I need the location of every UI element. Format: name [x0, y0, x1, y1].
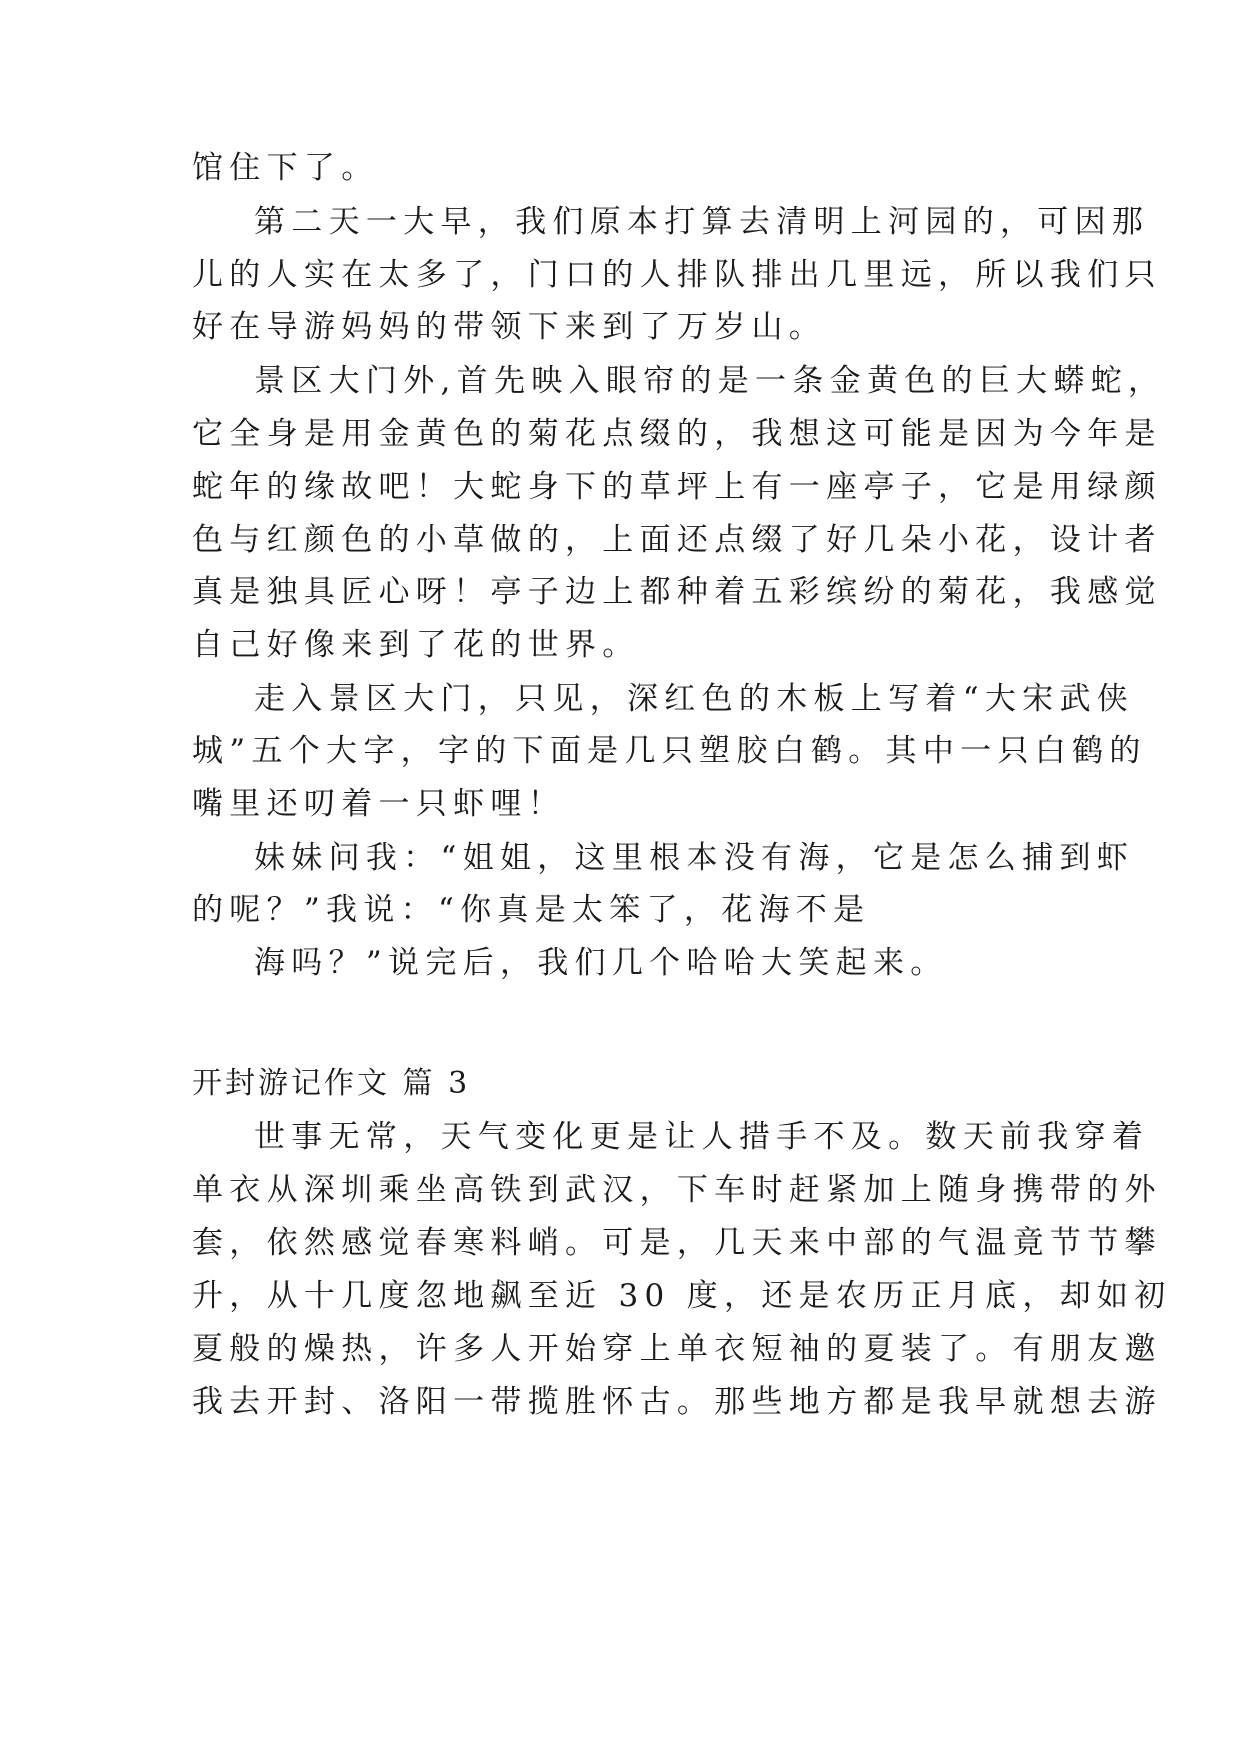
text-line: 我去开封、洛阳一带揽胜怀古。那些地方都是我早就想去游 [192, 1384, 1162, 1420]
text-line: 色与红颜色的小草做的，上面还点缀了好几朵小花，设计者 [192, 522, 1162, 558]
text-line: 城”五个大字，字的下面是几只塑胶白鹤。其中一只白鹤的 [192, 733, 1147, 769]
paragraph-first-line: 妹妹问我：“姐姐，这里根本没有海，它是怎么捕到虾 [254, 840, 1135, 876]
paragraph-first-line: 海吗？”说完后，我们几个哈哈大笑起来。 [254, 945, 948, 981]
paragraph-first-line: 第二天一大早，我们原本打算去清明上河园的，可因那 [254, 204, 1150, 240]
text-line: 它全身是用金黄色的菊花点缀的，我想这可能是因为今年是 [192, 416, 1162, 452]
text-line: 嘴里还叨着一只虾哩！ [192, 786, 565, 822]
paragraph-first-line: 走入景区大门，只见，深红色的木板上写着“大宋武侠 [254, 681, 1135, 717]
text-line: 的呢？”我说：“你真是太笨了，花海不是 [192, 892, 871, 928]
paragraph-first-line: 景区大门外,首先映入眼帘的是一条金黄色的巨大蟒蛇， [254, 363, 1166, 399]
text-line: 馆住下了。 [192, 150, 379, 186]
text-line: 夏般的燥热，许多人开始穿上单衣短袖的夏装了。有朋友邀 [192, 1331, 1162, 1367]
text-line: 自己好像来到了花的世界。 [192, 627, 640, 663]
paragraph-first-line: 世事无常，天气变化更是让人措手不及。数天前我穿着 [254, 1119, 1150, 1155]
text-line: 套，依然感觉春寒料峭。可是，几天来中部的气温竟节节攀 [192, 1225, 1162, 1261]
text-line: 升，从十几度忽地飙至近 30 度，还是农历正月底，却如初 [192, 1278, 1172, 1314]
text-line: 儿的人实在太多了，门口的人排队排出几里远，所以我们只 [192, 257, 1162, 293]
text-line: 真是独具匠心呀！亭子边上都种着五彩缤纷的菊花，我感觉 [192, 574, 1162, 610]
text-line: 蛇年的缘故吧！大蛇身下的草坪上有一座亭子，它是用绿颜 [192, 469, 1162, 505]
text-line: 单衣从深圳乘坐高铁到武汉，下车时赶紧加上随身携带的外 [192, 1172, 1162, 1208]
text-line: 好在导游妈妈的带领下来到了万岁山。 [192, 309, 827, 345]
section-heading: 开封游记作文 篇 3 [192, 1066, 471, 1101]
